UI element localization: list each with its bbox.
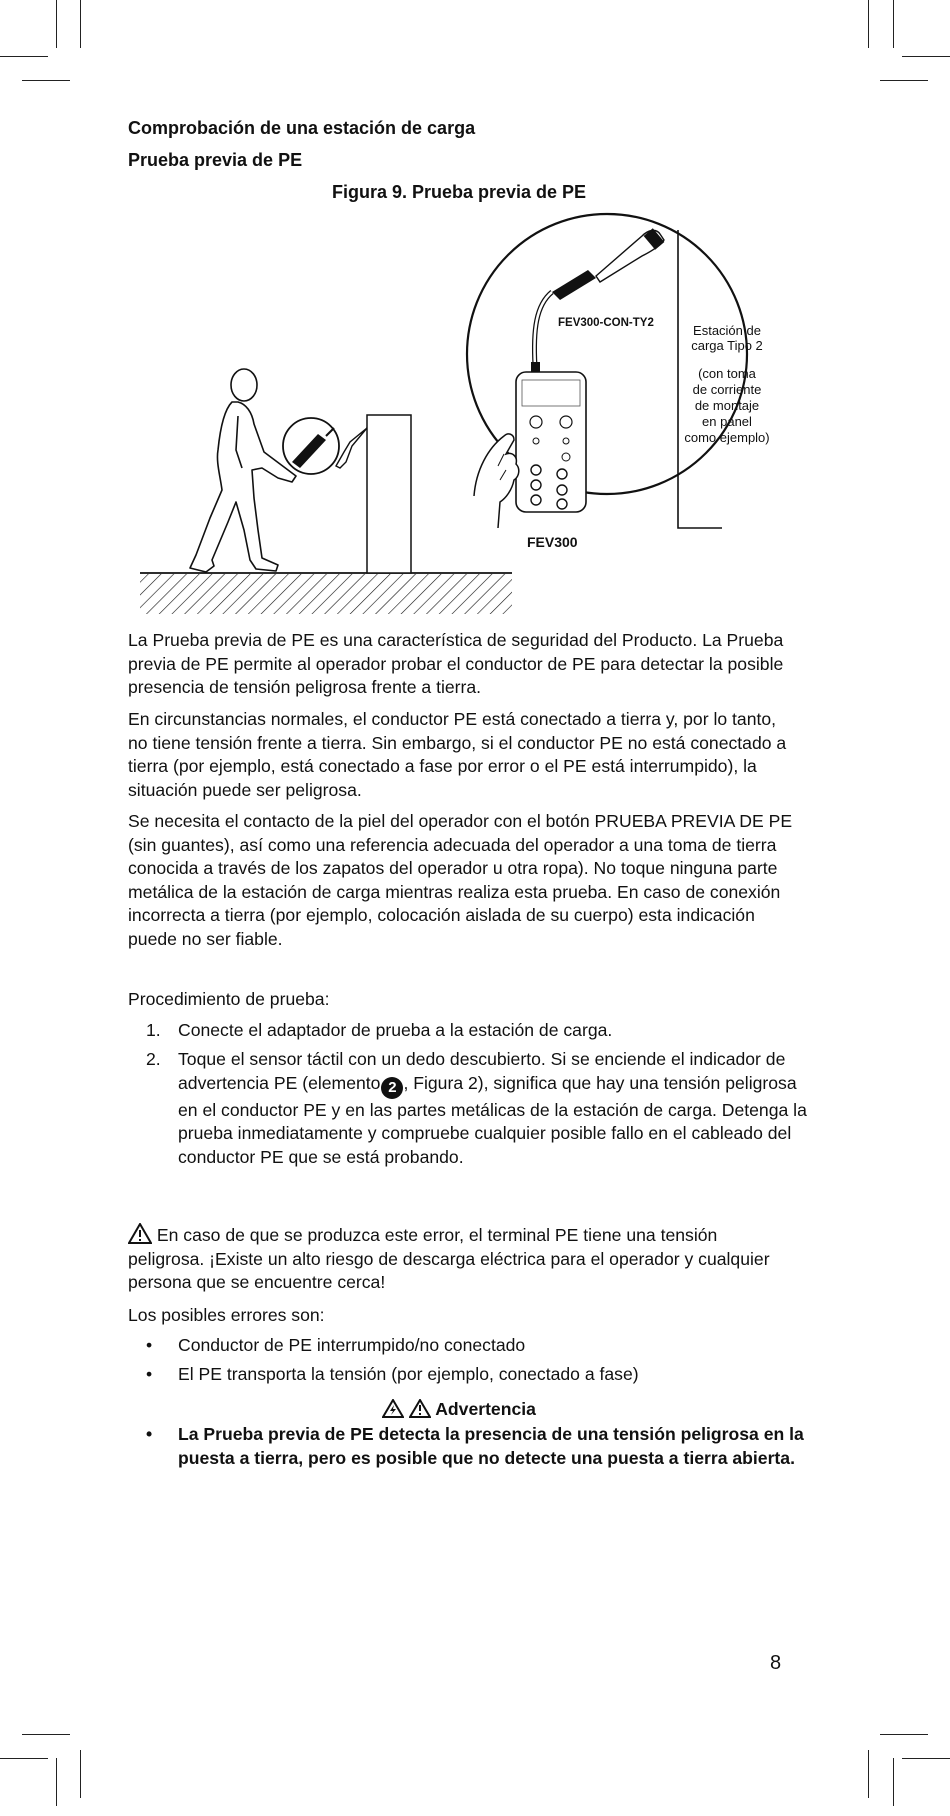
bullet: •: [146, 1364, 153, 1384]
crop-mark: [880, 80, 928, 81]
step-text: [178, 1048, 816, 1169]
paragraph-contact: Se necesita el contacto de la piel del operador con el botón PRUEBA PREVIA DE PE (sin guantes), así como una referencia adecuada del operador a una toma de tierra conocida a través de los zapatos del operador u otra ropa). No toque ninguna parte metálica de la estación de carga mientras realiza esta prueba. En caso de conexión incorrecta a tierra (por ejemplo, colocación aislada de su cuerpo) esta indicación puede no ser fiable.: [128, 811, 793, 949]
error-item: El PE transporta la tensión (por ejemplo, conectado a fase): [178, 1364, 639, 1384]
station-note: de corriente: [692, 382, 762, 397]
station-label: carga Tipo 2: [691, 338, 763, 353]
station-note: (con toma: [698, 366, 756, 381]
page-number: 8: [770, 1652, 782, 1674]
element-badge: 2: [381, 1077, 403, 1099]
warning-title: [0, 1399, 918, 1420]
crop-mark: [56, 1758, 57, 1806]
crop-mark: [80, 0, 81, 48]
crop-mark: [868, 1750, 869, 1798]
crop-mark: [902, 1758, 950, 1759]
ground: [140, 573, 512, 614]
warning-icon: [128, 1223, 152, 1244]
bullet: •: [146, 1335, 153, 1355]
operator-figure: [190, 369, 296, 572]
step-number: 1.: [146, 1020, 161, 1040]
crop-mark: [902, 56, 950, 57]
warning-text: La Prueba previa de PE detecta la presencia de una tensión peligrosa en la puesta a tierra, pero es posible que no detecte una puesta a tierra abierta.: [178, 1424, 804, 1468]
crop-mark: [0, 1758, 48, 1759]
step-text-part: Toque el sensor táctil con un dedo descubierto. Si se enciende el indicador de advertencia PE (elemento: [178, 1049, 786, 1093]
shock-warning-icon: [382, 1399, 404, 1418]
figure-illustration: [0, 200, 950, 620]
step-number: 2.: [146, 1049, 161, 1069]
bullet: •: [146, 1424, 153, 1444]
detail-circle-large: [467, 214, 770, 550]
paragraph-normal-conditions: En circunstancias normales, el conductor PE está conectado a tierra y, por lo tanto, no tiene tensión frente a tierra. Sin embargo, si el conductor PE no está conectado a tierra (por ejemplo, está conectado a fase por error o el PE está interrumpido), la situación puede ser peligrosa.: [128, 709, 787, 800]
error-warning-text: En caso de que se produzca este error, el terminal PE tiene una tensión peligrosa. ¡Existe un alto riesgo de descarga eléctrica para el operador y cualquier persona que se encuentre cerca!: [128, 1225, 770, 1293]
warning-title-text: Advertencia: [435, 1399, 536, 1419]
station-note: en panel: [702, 414, 752, 429]
station-label: Estación de: [693, 323, 761, 338]
station-note: como ejemplo): [684, 430, 770, 445]
section-title: Comprobación de una estación de carga: [128, 118, 476, 138]
error-warning: [128, 1223, 796, 1295]
errors-title: Los posibles errores son:: [128, 1305, 325, 1325]
connector-plug: [336, 428, 367, 468]
crop-mark: [22, 80, 70, 81]
station-note: de montaje: [694, 398, 760, 413]
procedure-title: Procedimiento de prueba:: [128, 989, 330, 1009]
crop-mark: [868, 0, 869, 48]
figure-title: Figura 9. Prueba previa de PE: [331, 182, 587, 202]
paragraph-intro: La Prueba previa de PE es una característica de seguridad del Producto. La Prueba previa de PE permite al operador probar el conductor de PE para detectar la posible presencia de tensión peligrosa frente a tierra.: [128, 630, 784, 698]
crop-mark: [880, 1734, 928, 1735]
crop-mark: [56, 0, 57, 48]
crop-mark: [80, 1750, 81, 1798]
cable-label: FEV300-CON-TY2: [558, 317, 654, 329]
crop-mark: [893, 0, 894, 48]
crop-mark: [893, 1758, 894, 1806]
detail-circle-small: [283, 418, 339, 474]
charging-station-post: [367, 415, 411, 573]
crop-mark: [0, 56, 48, 57]
subsection-title: Prueba previa de PE: [128, 150, 303, 170]
crop-mark: [22, 1734, 70, 1735]
warning-icon: [409, 1399, 431, 1418]
error-item: Conductor de PE interrumpido/no conectado: [178, 1335, 526, 1355]
device-label: FEV300: [527, 534, 578, 550]
step-text: Conecte el adaptador de prueba a la estación de carga.: [178, 1020, 613, 1040]
step-text-part: , Figura 2), significa que hay una tensión peligrosa en el conductor PE y en las partes metálicas de la estación de carga. Detenga la prueba inmediatamente y compruebe cualquier posible fallo en el cableado del conductor PE que se está probando.: [178, 1072, 807, 1167]
